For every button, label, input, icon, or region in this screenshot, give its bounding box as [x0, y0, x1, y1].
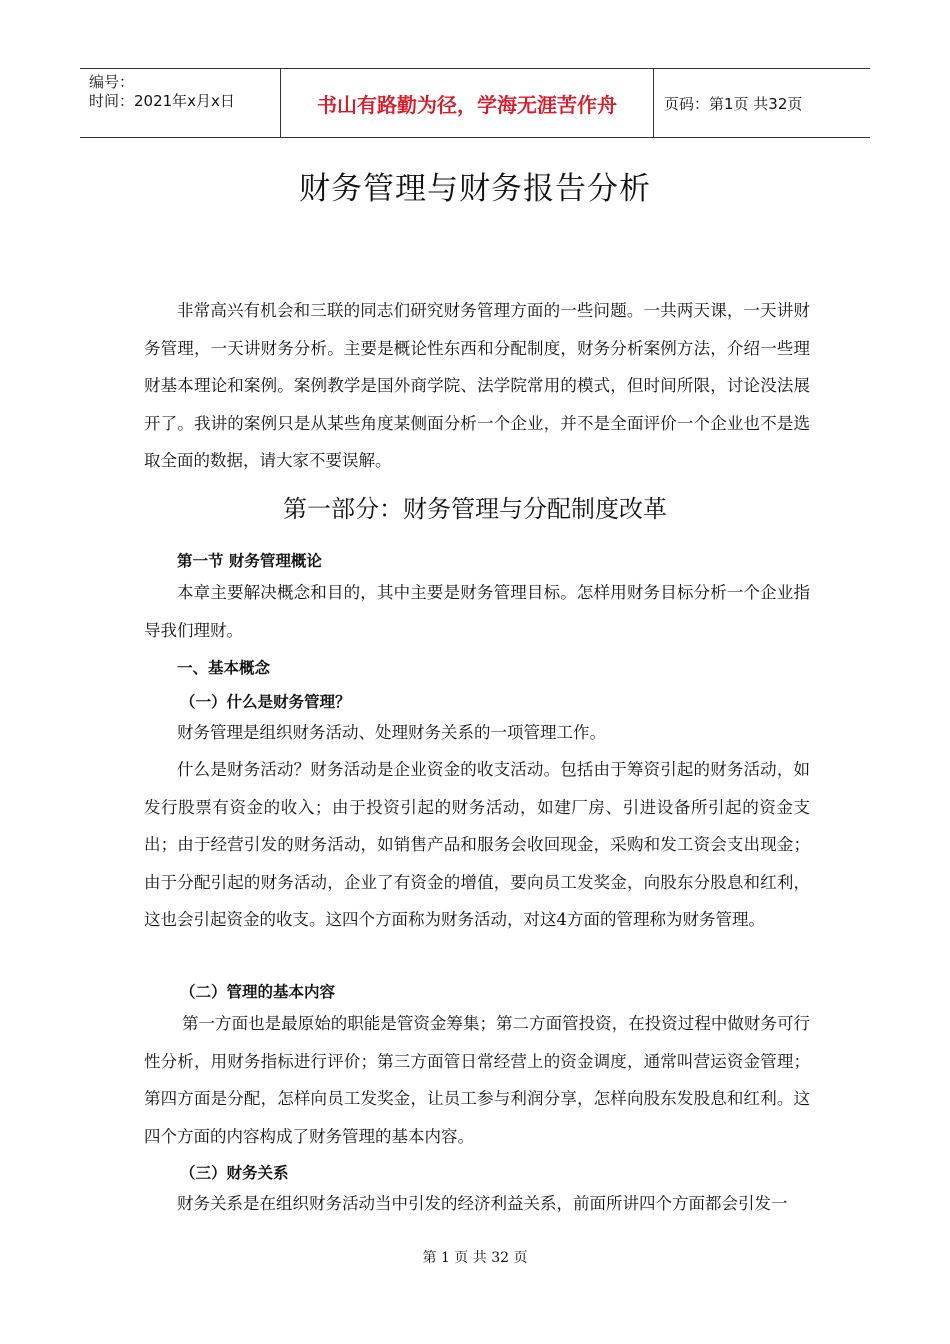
question-heading-2: （二）管理的基本内容 — [180, 983, 336, 1001]
section-paragraph: 本章主要解决概念和目的，其中主要是财务管理目标。怎样用财务目标分析一个企业指导我们理财。 — [144, 583, 810, 640]
financial-activity-paragraph: 什么是财务活动？财务活动是企业资金的收支活动。包括由于筹资引起的财务活动，如发行股票有资金的收入；由于投资引起的财务活动，如建厂房、引进设备所引起的资金支出；由于经营引发的财务活动，如销售产品和服务会收回现金，采购和发工资会支出现金；由于分配引起的财务活动，企业了有资金的增值，要向员工发奖金，向股东分股息和红利，这也会引起资金的收支。这四个方面称为财务活动，对这4方面的管理称为财务管理。 — [144, 760, 810, 929]
intro-paragraph: 非常高兴有机会和三联的同志们研究财务管理方面的一些问题。一共两天课，一天讲财务管理，一天讲财务分析。主要是概论性东西和分配制度，财务分析案例方法，介绍一些理财基本理论和案例。案例教学是国外商学院、法学院常用的模式，但时间所限，讨论没法展开了。我讲的案例只是从某些角度某侧面分析一个企业，并不是全面评价一个企业也不是选取全面的数据，请大家不要误解。 — [144, 301, 810, 470]
page-info: 页码：第1页 共32页 — [664, 94, 803, 113]
part-title: 第一部分：财务管理与分配制度改革 — [283, 495, 667, 523]
time-label: 时间：2021年x月x日 — [89, 92, 235, 110]
subheading-basic-concepts: 一、基本概念 — [177, 659, 271, 677]
page-footer: 第 1 页 共 32 页 — [422, 1250, 528, 1266]
motto: 书山有路勤为径，学海无涯苦作舟 — [281, 69, 654, 137]
question-heading-1: （一）什么是财务管理？ — [180, 693, 351, 711]
code-label: 编号： — [89, 73, 135, 91]
section-title: 第一节 财务管理概论 — [177, 552, 322, 570]
relations-paragraph: 财务关系是在组织财务活动当中引发的经济利益关系，前面所讲四个方面都会引发一 — [177, 1194, 788, 1213]
definition-paragraph: 财务管理是组织财务活动、处理财务关系的一项管理工作。 — [177, 723, 606, 742]
question-heading-3: （三）财务关系 — [180, 1164, 289, 1182]
content-paragraph: 第一方面也是最原始的职能是管资金筹集；第二方面管投资，在投资过程中做财务可行性分析，用财务指标进行评价；第三方面管日常经营上的资金调度，通常叫营运资金管理；第四方面是分配，怎样向员工发奖金，让员工参与利润分享，怎样向股东发股息和红利。这四个方面的内容构成了财务管理的基本内容。 — [144, 1014, 810, 1146]
document-title: 财务管理与财务报告分析 — [299, 171, 651, 207]
header-meta-cell — [80, 69, 281, 137]
header-table — [80, 68, 870, 138]
